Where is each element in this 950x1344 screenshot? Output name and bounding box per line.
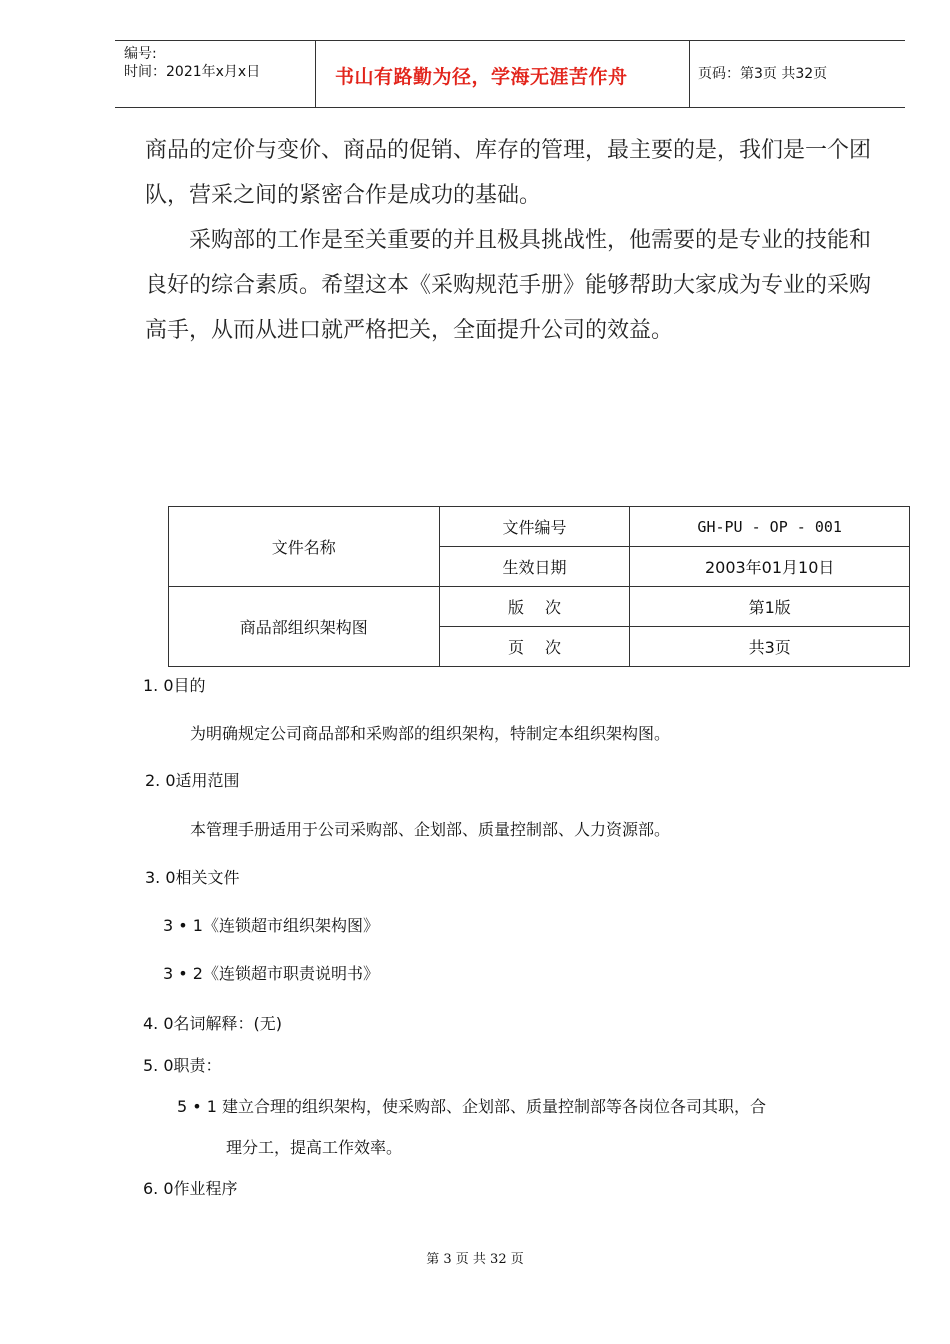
file-name-value: 商品部组织架构图 xyxy=(169,587,440,667)
section-3-title: 3. 0相关文件 xyxy=(145,868,240,887)
header-page-info: 页码：第3页 共32页 xyxy=(698,66,828,82)
intro-text xyxy=(145,128,875,353)
document-info-table xyxy=(168,506,910,667)
header-bottom-rule xyxy=(115,107,905,108)
page-count-value: 共3页 xyxy=(630,627,910,667)
header-motto: 书山有路勤为径，学海无涯苦作舟 xyxy=(335,66,628,88)
intro-paragraph-1: 商品的定价与变价、商品的促销、库存的管理，最主要的是，我们是一个团队，营采之间的紧密合作是成功的基础。 xyxy=(145,138,872,208)
version-label: 版 次 xyxy=(439,587,630,627)
section-2-body: 本管理手册适用于公司采购部、企划部、质量控制部、人力资源部。 xyxy=(190,820,671,839)
header-top-rule xyxy=(115,40,905,41)
file-name-label: 文件名称 xyxy=(169,507,440,587)
effective-date-label: 生效日期 xyxy=(439,547,630,587)
section-1-body: 为明确规定公司商品部和采购部的组织架构，特制定本组织架构图。 xyxy=(190,724,671,743)
doc-number-label: 文件编号 xyxy=(439,507,630,547)
effective-date-value: 2003年01月10日 xyxy=(630,547,910,587)
header-divider-left xyxy=(315,40,316,107)
header-code-label: 编号: xyxy=(124,46,157,62)
section-1-title: 1. 0目的 xyxy=(143,676,206,695)
header-time-label: 时间：2021年x月x日 xyxy=(124,64,261,80)
section-5-title: 5. 0职责： xyxy=(143,1056,222,1075)
section-6-title: 6. 0作业程序 xyxy=(143,1179,238,1198)
section-2-title: 2. 0适用范围 xyxy=(145,771,240,790)
section-4-title: 4. 0名词解释：(无) xyxy=(143,1014,283,1033)
section-3-item-1: 3 • 1《连锁超市组织架构图》 xyxy=(163,916,379,935)
page-count-label: 页 次 xyxy=(439,627,630,667)
section-5-item-1-line-1: 5 • 1 建立合理的组织架构，使采购部、企划部、质量控制部等各岗位各司其职，合 xyxy=(177,1097,767,1116)
page-footer: 第 3 页 共 32 页 xyxy=(426,1252,524,1267)
doc-number-value: GH-PU - OP - 001 xyxy=(630,507,910,547)
section-3-item-2: 3 • 2《连锁超市职责说明书》 xyxy=(163,964,379,983)
section-5-item-1-line-2: 理分工，提高工作效率。 xyxy=(226,1138,403,1157)
intro-paragraph-2: 采购部的工作是至关重要的并且极具挑战性，他需要的是专业的技能和良好的综合素质。希望这本《采购规范手册》能够帮助大家成为专业的采购高手，从而从进口就严格把关，全面提升公司的效益。 xyxy=(145,228,872,343)
header-divider-right xyxy=(689,40,690,107)
version-value: 第1版 xyxy=(630,587,910,627)
